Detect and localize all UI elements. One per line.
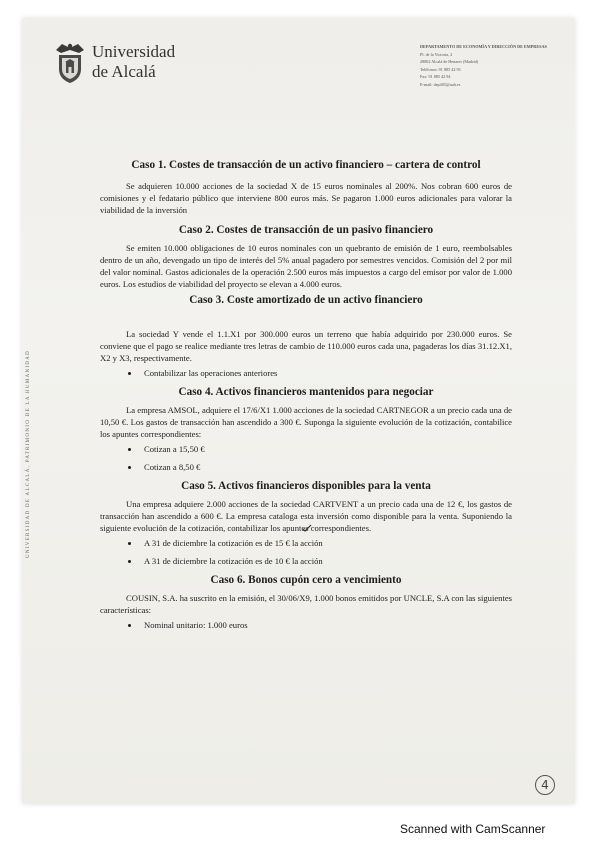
department-email-line: E-mail: dep405@uah.es	[420, 81, 461, 87]
case-1-title: Caso 1. Costes de transacción de un activo financiero – cartera de control	[131, 159, 481, 171]
department-phone-line: Teléfonos: 91 885 42 93	[420, 66, 461, 72]
case-5-bullet-1: • A 31 de diciembre la cotización es de 15 € la acción	[140, 537, 512, 549]
pen-tick-mark-icon	[302, 524, 312, 532]
case-6-title: Caso 6. Bonos cupón cero a vencimiento	[210, 574, 402, 586]
university-name-line1: Universidad	[92, 42, 176, 61]
case-2-title: Caso 2. Costes de transacción de un pasivo financiero	[178, 224, 434, 236]
department-postal-line: 28802 Alcalá de Henares (Madrid)	[420, 59, 479, 65]
department-address-line: Pl. de la Victoria, 2	[420, 51, 453, 57]
case-6-bullet: • Nominal unitario: 1.000 euros	[140, 619, 512, 631]
case-2-paragraph: Se emiten 10.000 obligaciones de 10 euros nominales con un quebranto de emisión de 1 euro, reembolsables dentro de un año, devengado un tipo de interés del 5% anual pagadero por semestres vencidos. Comisión del 2 por mil del valor nominal. Gastos adicionales de la operación 2.500 euros más impuestos a cargo del emisor por valor de 1.000 euros. Los estudios de viabilidad del proyecto se elevan a 4.000 euros.	[100, 243, 512, 289]
department-fax-line: Fax: 91 885 42 94	[420, 74, 451, 80]
case-3-bullet: • Contabilizar las operaciones anteriores	[140, 367, 512, 379]
department-address-block	[420, 43, 565, 89]
scanned-page	[22, 18, 575, 804]
case-6-paragraph: COUSIN, S.A. ha suscrito en la emisión, el 30/06/X9, 1.000 bonos emitidos por UNCLE, S.A con las siguientes características:	[100, 593, 512, 615]
case-5	[100, 479, 512, 567]
vertical-margin-text: UNIVERSIDAD DE ALCALÁ, PATRIMONIO DE LA HUMANIDAD	[26, 349, 31, 558]
case-1	[100, 158, 512, 216]
document-body	[100, 158, 512, 637]
university-name-line2: de Alcalá	[92, 62, 156, 81]
department-title: DEPARTAMENTO DE ECONOMÍA Y DIRECCIÓN DE EMPRESAS	[420, 44, 547, 49]
case-4-bullet-2: • Cotizan a 8,50 €	[140, 461, 512, 473]
case-4-bullet-list	[100, 443, 512, 473]
case-4	[100, 385, 512, 473]
handwritten-page-number: 4	[535, 775, 555, 795]
university-crest-logo	[52, 40, 88, 86]
case-1-paragraph: Se adquieren 10.000 acciones de la sociedad X de 15 euros nominales al 200%. Nos cobran 600 euros de comisiones y el fedatario público que interviene 800 euros más. Se pagaron 1.000 euros adicionales para valorar la viabilidad de la inversión	[100, 181, 512, 215]
case-5-bullet-list	[100, 537, 512, 567]
case-3-title: Caso 3. Coste amortizado de un activo financiero	[189, 294, 423, 306]
case-6-bullet-list	[100, 619, 512, 631]
university-name	[92, 42, 175, 82]
case-6	[100, 573, 512, 631]
case-3	[100, 293, 512, 379]
case-5-paragraph: Una empresa adquiere 2.000 acciones de la sociedad CARTVENT a un precio cada una de 12 €, los gastos de transacción han ascendido a 600 €. La empresa cataloga esta inversión como disponible para la venta. Suponiendo la siguiente evolución de la cotización, contabilizar los apuntes correspondientes.	[100, 499, 512, 533]
case-4-bullet-1: • Cotizan a 15,50 €	[140, 443, 512, 455]
case-5-title: Caso 5. Activos financieros disponibles para la venta	[181, 480, 431, 492]
scanner-watermark: Scanned with CamScanner	[400, 822, 546, 836]
case-3-bullet-list	[100, 367, 512, 379]
case-4-title: Caso 4. Activos financieros mantenidos para negociar	[178, 386, 434, 398]
case-3-paragraph: La sociedad Y vende el 1.1.X1 por 300.000 euros un terreno que había adquirido por 230.000 euros. Se conviene que el pago se realice mediante tres letras de cambio de 110.000 euros cada una, pagaderas los días 31.12.X1, X2 y X3, respectivamente.	[100, 329, 512, 363]
case-2	[100, 223, 512, 290]
case-4-paragraph: La empresa AMSOL, adquiere el 17/6/X1 1.000 acciones de la sociedad CARTNEGOR a un precio cada una de 10,50 €. Los gastos de transacción han ascendido a 300 €. Suponga la siguiente evolución de la cotización, contabilice los apuntes correspondientes:	[100, 405, 512, 439]
case-5-bullet-2: • A 31 de diciembre la cotización es de 10 € la acción	[140, 555, 512, 567]
